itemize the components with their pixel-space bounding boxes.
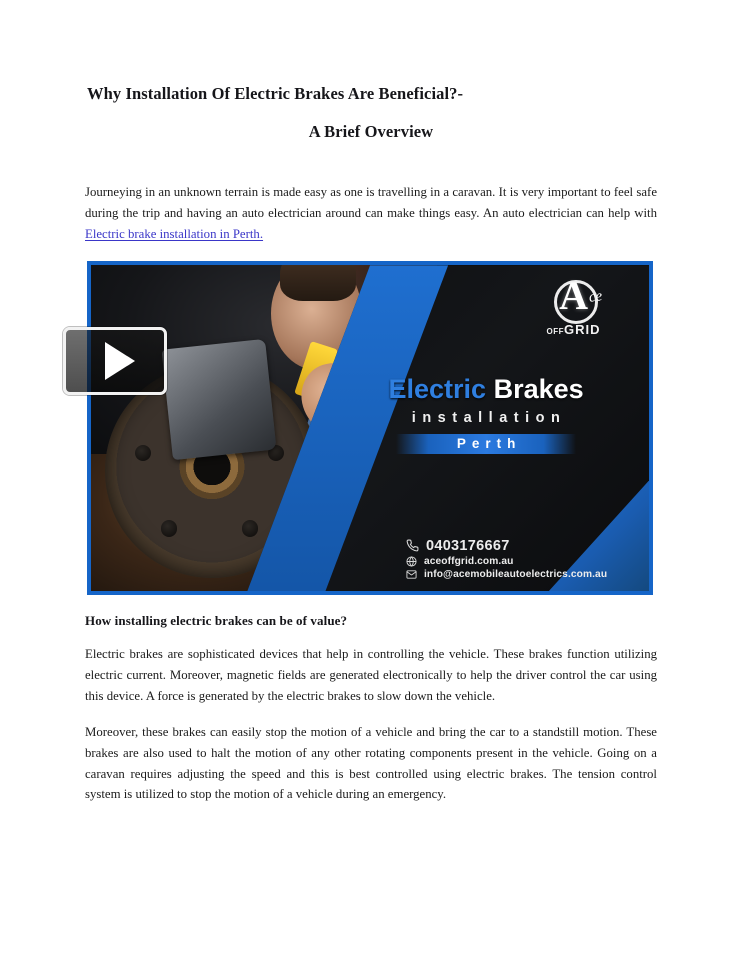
video-thumbnail[interactable] xyxy=(85,261,653,595)
contact-details xyxy=(406,536,607,580)
video-frame xyxy=(87,261,653,595)
ace-off-grid-logo xyxy=(532,275,616,337)
page-title xyxy=(85,82,657,144)
contact-phone-value: 0403176667 xyxy=(425,537,510,554)
headline-primary xyxy=(341,376,631,404)
document-content xyxy=(85,82,657,805)
anarchy-a-icon xyxy=(547,273,604,321)
page-title-line-2: A Brief Overview xyxy=(308,122,434,142)
electric-brake-installation-link[interactable]: Electric brake installation in Perth. xyxy=(85,226,264,241)
headline-word-electric: Electric xyxy=(388,374,487,405)
phone-icon xyxy=(406,539,419,552)
intro-text: Journeying in an unknown terrain is made easy as one is travelling in a caravan. It is very important to feel safe during the trip and having an auto electrician around can make things easy. An auto electrician can help with xyxy=(85,184,657,220)
logo-script-text: ce xyxy=(588,288,604,306)
play-button[interactable] xyxy=(63,327,167,395)
headline-block xyxy=(341,376,631,454)
contact-website-row xyxy=(406,556,607,567)
brake-caliper-shape xyxy=(162,338,277,459)
headline-location: Perth xyxy=(396,434,576,454)
play-triangle-icon xyxy=(105,342,135,380)
section-subheading: How installing electric brakes can be of value? xyxy=(85,613,348,629)
headline-subtitle: installation xyxy=(411,409,567,426)
headline-word-brakes: Brakes xyxy=(493,374,584,405)
contact-email-value: info@acemobileautoelectrics.com.au xyxy=(423,568,608,580)
body-paragraph-2: Moreover, these brakes can easily stop the motion of a vehicle and bring the car to a standstill motion. These brakes are also used to halt the motion of any other rotating components present in the vehicle. Going on a caravan requires adjusting the speed and this is best controlled using electric brakes. The tension control system is utilized to stop the motion of a vehicle during an emergency. xyxy=(85,724,657,802)
body-paragraph-1: Electric brakes are sophisticated devices that help in controlling the vehicle. These brakes function utilizing electric current. Moreover, magnetic fields are generated electronically to help the driver control the car using this device. A force is generated by the electric brakes to slow down the vehicle. xyxy=(85,647,657,704)
globe-icon xyxy=(406,556,417,567)
logo-wordmark-small: OFF xyxy=(546,327,565,337)
page-title-line-1: Why Installation Of Electric Brakes Are Beneficial?- xyxy=(87,84,464,103)
logo-wordmark xyxy=(532,322,616,337)
contact-phone-row xyxy=(406,538,607,554)
contact-email-row xyxy=(406,569,607,580)
intro-paragraph xyxy=(85,144,657,245)
logo-monogram: A xyxy=(559,273,588,319)
envelope-icon xyxy=(406,569,417,580)
logo-wordmark-main: GRID xyxy=(564,322,601,338)
contact-website-value: aceoffgrid.com.au xyxy=(423,555,514,567)
